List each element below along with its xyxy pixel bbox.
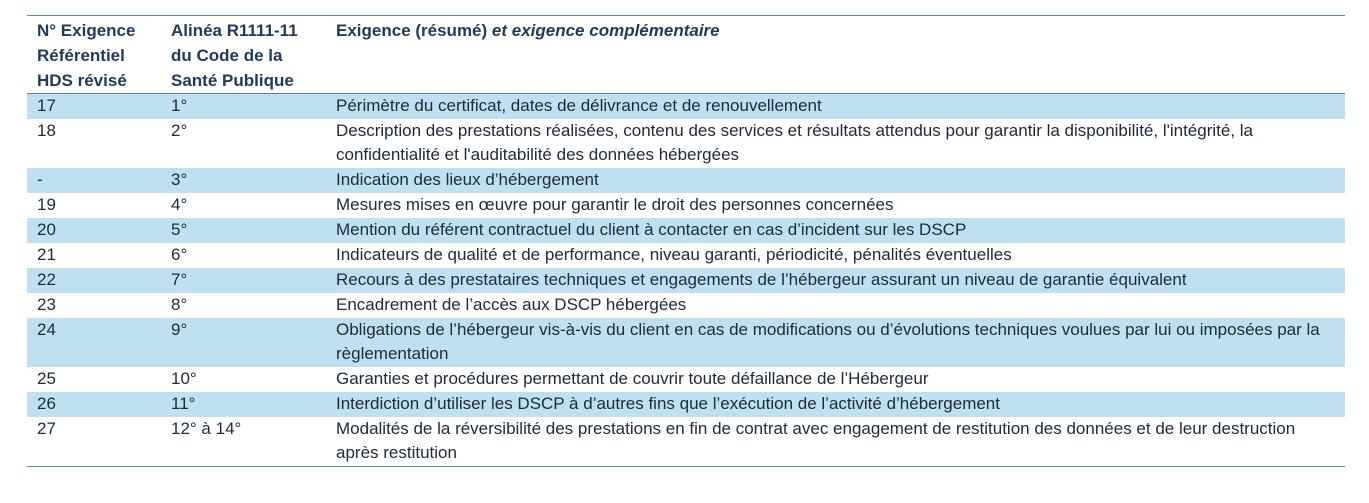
cell-alinea: 12° à 14° bbox=[171, 419, 242, 438]
cell-number: 17 bbox=[27, 94, 161, 120]
cell-number: 21 bbox=[37, 245, 56, 264]
table-body bbox=[27, 94, 1345, 467]
cell-number: 24 bbox=[27, 318, 161, 367]
cell-number: 18 bbox=[37, 121, 56, 140]
table-row bbox=[27, 367, 1345, 392]
cell-text: Recours à des prestataires techniques et engagements de l’hébergeur assurant un niveau de garantie équivalent bbox=[326, 268, 1345, 293]
table-row bbox=[27, 268, 1345, 293]
cell-number: 22 bbox=[27, 268, 161, 293]
table-header bbox=[27, 16, 1345, 94]
cell-number: 25 bbox=[37, 369, 56, 388]
cell-alinea: 6° bbox=[171, 245, 188, 264]
header-requirement-summary bbox=[326, 16, 1345, 94]
cell-text: Obligations de l’hébergeur vis-à-vis du client en cas de modifications ou d’évolutions techniques voulues par lui ou imposées par la règlementation bbox=[326, 318, 1345, 367]
table-row bbox=[27, 94, 1345, 120]
requirements-table bbox=[27, 15, 1345, 467]
cell-number: 20 bbox=[27, 218, 161, 243]
table-row bbox=[27, 119, 1345, 168]
table-row bbox=[27, 318, 1345, 367]
cell-text: Interdiction d’utiliser les DSCP à d’autres fins que l’exécution de l’activité d’hébergement bbox=[326, 392, 1345, 417]
table-row bbox=[27, 168, 1345, 193]
cell-number: 23 bbox=[37, 295, 56, 314]
cell-text: Garanties et procédures permettant de couvrir toute défaillance de l’Hébergeur bbox=[336, 369, 929, 388]
cell-text: Indicateurs de qualité et de performance, niveau garanti, périodicité, pénalités éventuelles bbox=[336, 245, 1012, 264]
cell-text: Mesures mises en œuvre pour garantir le droit des personnes concernées bbox=[336, 195, 894, 214]
cell-number: 26 bbox=[27, 392, 161, 417]
cell-alinea: 2° bbox=[171, 121, 188, 140]
header-requirement-number: N° Exigence Référentiel HDS révisé bbox=[37, 21, 136, 90]
cell-text: Encadrement de l’accès aux DSCP hébergées bbox=[336, 295, 687, 314]
cell-alinea: 11° bbox=[161, 392, 326, 417]
table-row bbox=[27, 243, 1345, 268]
cell-text: Description des prestations réalisées, contenu des services et résultats attendus pour garantir la disponibilité, l'intégrité, la confidentialité et l'auditabilité des données hébergées bbox=[336, 121, 1254, 164]
cell-alinea: 8° bbox=[171, 295, 188, 314]
table-row bbox=[27, 392, 1345, 417]
cell-alinea: 4° bbox=[171, 195, 188, 214]
cell-number: - bbox=[27, 168, 161, 193]
header-summary-italic: et exigence complémentaire bbox=[491, 21, 720, 40]
cell-number: 19 bbox=[37, 195, 56, 214]
cell-text: Périmètre du certificat, dates de délivrance et de renouvellement bbox=[326, 94, 1345, 120]
table-row bbox=[27, 218, 1345, 243]
table-row bbox=[27, 293, 1345, 318]
requirements-table-container bbox=[27, 15, 1345, 467]
header-row bbox=[27, 16, 1345, 94]
cell-alinea: 3° bbox=[161, 168, 326, 193]
cell-text: Modalités de la réversibilité des prestations en fin de contrat avec engagement de restitution des données et de leur destruction après restitution bbox=[336, 419, 1296, 462]
table-row bbox=[27, 417, 1345, 467]
cell-alinea: 5° bbox=[161, 218, 326, 243]
cell-alinea: 10° bbox=[171, 369, 197, 388]
header-alinea: Alinéa R1111-11 du Code de la Santé Publique bbox=[171, 21, 298, 90]
cell-alinea: 1° bbox=[161, 94, 326, 120]
cell-text: Mention du référent contractuel du client à contacter en cas d’incident sur les DSCP bbox=[326, 218, 1345, 243]
cell-number: 27 bbox=[37, 419, 56, 438]
cell-alinea: 7° bbox=[161, 268, 326, 293]
cell-alinea: 9° bbox=[161, 318, 326, 367]
table-row bbox=[27, 193, 1345, 218]
cell-text: Indication des lieux d’hébergement bbox=[326, 168, 1345, 193]
header-summary-regular: Exigence (résumé) bbox=[336, 21, 492, 40]
